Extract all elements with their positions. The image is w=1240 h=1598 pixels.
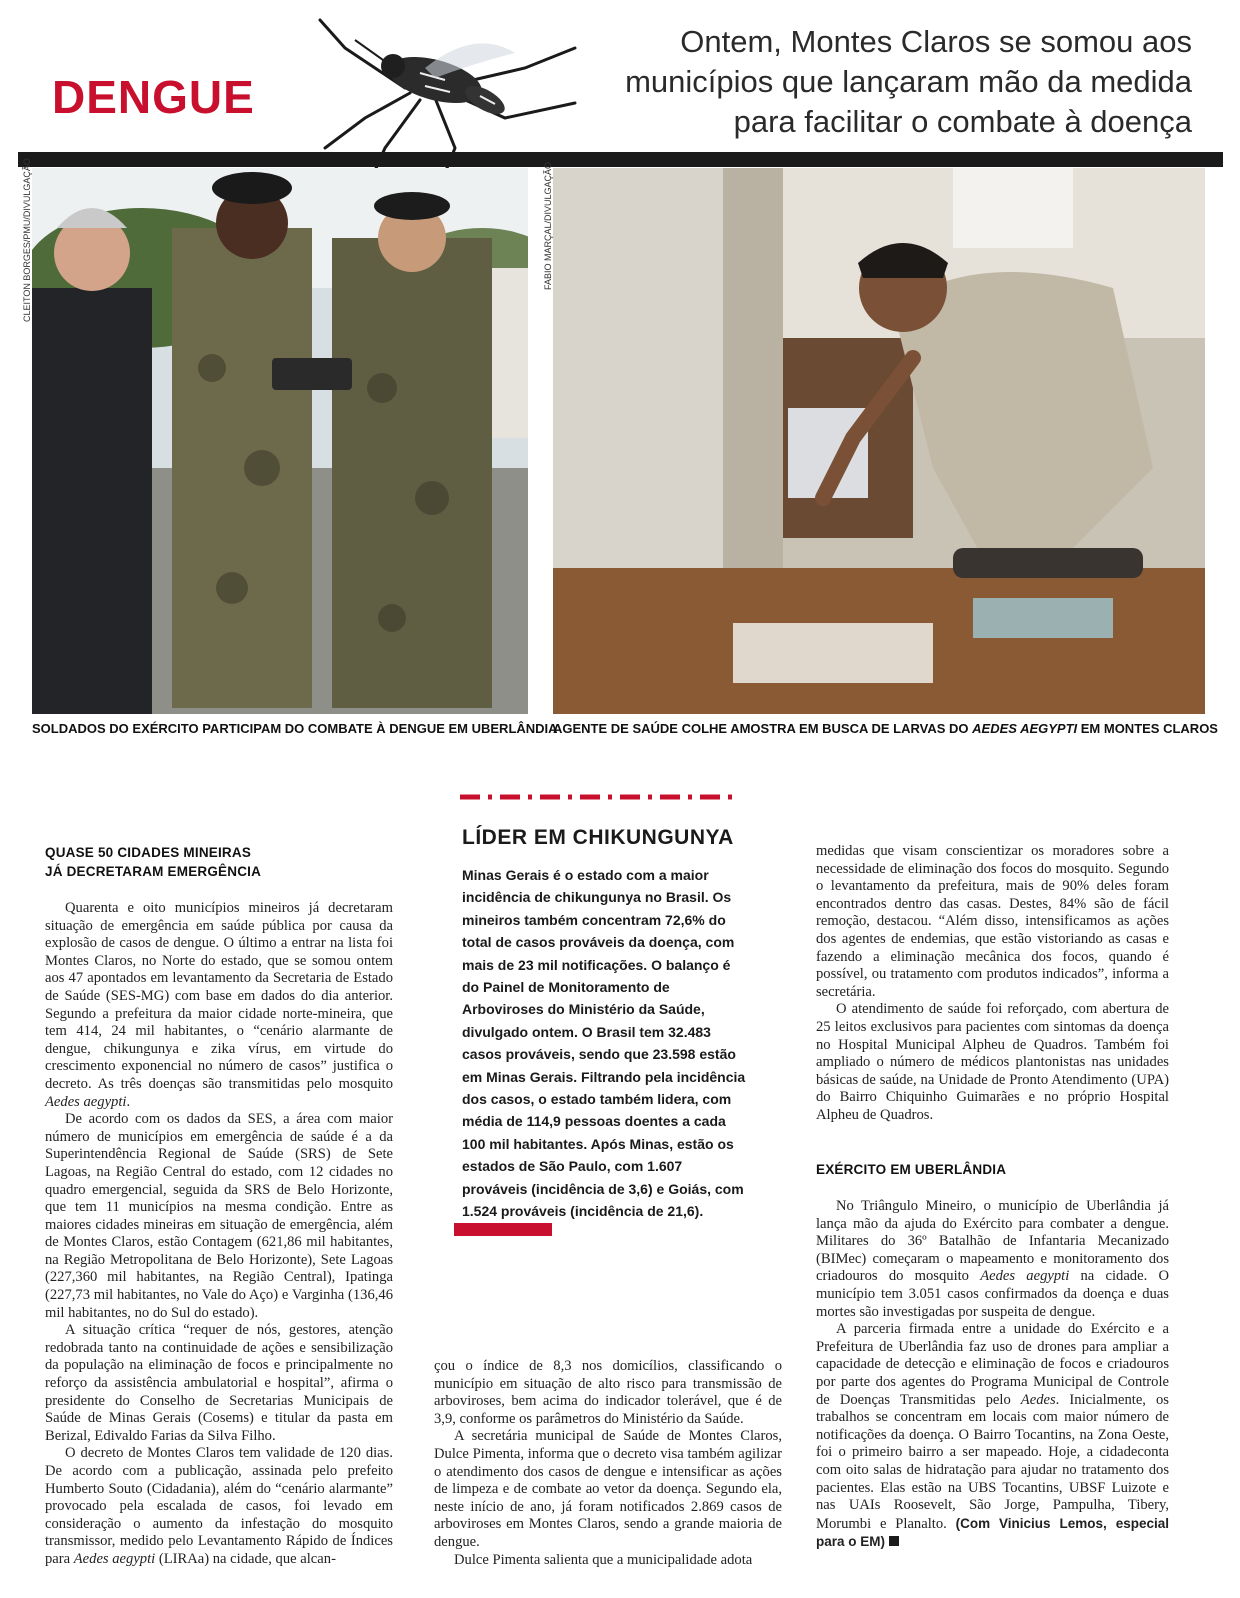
paragraph [816,1321,1169,1552]
reporter-credit: (Com Vinicius Lemos, especial para o EM) [816,1515,1169,1550]
photo-caption-right [553,721,1218,736]
paragraph-end: . [126,1093,131,1110]
genus-name: Aedes [1020,1391,1056,1408]
species-name: Aedes aegypti [73,1550,156,1567]
paragraph-text: O decreto de Montes Claros tem validade de 120 dias. De acordo com a publicação, assinada pelo prefeito Humberto Souto (Cidadania), além do “cenário alarmante” provocado pela escalada de casos, foi levado em consideração o aumento da infestação do mosquito transmissor, medido pelo Levantamento Rápido de Índices para [45,1445,393,1567]
box-red-bar [454,1223,552,1236]
paragraph: De acordo com os dados da SES, a área com maior número de municípios em emergência de saúde é a da Superintendência Regional de Saúde (SRS) de Sete Lagoas, na Região Central do estado, com 12 cidades no quadro emergencial, seguida da SRS de Belo Horizonte, que tem 11 municípios na mesma condição. Entre as maiores cidades mineiras em situação de emergência, além de Montes Claros, estão Contagem (621,86 mil habitantes, na Região Metropolitana de Belo Horizonte), Sete Lagoas (227,360 mil habitantes, na Região Central), Ipatinga (227,73 mil habitantes, no Vale do Aço) e Varginha (136,46 mil habitantes, no do Sul do estado). [45,1111,393,1321]
header-rule [18,152,1223,167]
paragraph-end: na cidade. O município tem 3.051 casos confirmados da doença e duas mortes são investigadas por suspeita de dengue. [816,1268,1169,1320]
caption-right-species: AEDES AEGYPTI [972,721,1078,736]
subhead-exercito: EXÉRCITO EM UBERLÂNDIA [816,1162,1007,1177]
paragraph: Dulce Pimenta salienta que a municipalidade adota [454,1551,753,1568]
paragraph-text: No Triângulo Mineiro, o município de Uberlândia já lança mão da ajuda do Exército para combater a dengue. Militares do 36º Batalhão de Infantaria Mecanizado (BIMec) começaram o mapeamento e monitoramento dos criadouros do mosquito [816,1198,1169,1285]
paragraph [45,900,393,1111]
photo-soldiers [32,168,528,714]
paragraph: çou o índice de 8,3 nos domicílios, classificando o município em situação de alto risco para transmissão de arboviroses, bem acima do indicador tolerável, que é de 3,9, conforme os parâmetros do Ministério da Saúde. [434,1358,782,1427]
paragraph-text: . Inicialmente, os trabalhos se concentram em locais com maior número de notificações da doença. O Bairro Tocantins, na Zona Oeste, foi o primeiro bairro a ser mapeado. Hoje, a cidadeconta com oito salas de hidratação para ajudar no tratamento dos pacientes. Elas estão na UBS Tocantins, UBSF Luizote e nas UAIs Roosevelt, São Jorge, Pampulha, Tibery, Morumbi e Planalto. [816,1391,1169,1532]
photo-credit-right: FABIO MARÇAL/DIVULGAÇÃO [543,161,553,290]
subhead-line-1: QUASE 50 CIDADES MINEIRAS [45,845,252,860]
paragraph-text: A parceria firmada entre a unidade do Exército e a Prefeitura de Uberlândia faz uso de drones para ampliar a capacidade de detecção e eliminação de focos e criadouros por parte dos agentes do Programa Municipal de Controle de Doenças Transmitidas pelo [816,1321,1169,1408]
photo-health-agent [553,168,1205,714]
paragraph: A situação crítica “requer de nós, gestores, atenção redobrada tanto na continuidade de ações e sensibilização da população na eliminação de focos e principalmente no reforço da assistência ambulatorial e hospital”, afirma o presidente do Conselho de Secretarias Municipais de Saúde de Minas Gerais (Cosems) e titular da pasta em Berizal, Edivaldo Farias da Silva Filho. [45,1322,393,1444]
species-name: Aedes aegypti [980,1268,1070,1285]
paragraph-text: Quarenta e oito municípios mineiros já decretaram situação de emergência em saúde pública por causa da explosão de casos de dengue. O último a entrar na lista foi Montes Claros, no Norte do estado, que se somou ontem aos 47 apontados em levantamento da Secretaria de Estado de Saúde (SES-MG) com base em dados do dia anterior. Segundo a prefeitura da maior cidade norte-mineira, que tem 414, 24 mil habitantes, o “cenário alarmante de dengue, chikungunya e zika vírus, em virtude do crescimento exponencial no número de casos” justifica o decreto. As três doenças são transmitidas pelo mosquito [45,900,393,1092]
article-column-3 [816,843,1169,1125]
paragraph [45,1445,393,1568]
box-text: Minas Gerais é o estado com a maior incidência de chikungunya no Brasil. Os mineiros também concentram 72,6% do total de casos prováveis da doença, com mais de 23 mil notificações. O balanço é do Painel de Monitoramento de Arboviroses do Ministério da Saúde, divulgado ontem. O Brasil tem 32.483 casos prováveis, sendo que 23.598 estão em Minas Gerais. Filtrando pela incidência dos casos, o estado também lidera, com média de 114,9 pessoas doentes a cada 100 mil habitantes. Após Minas, estão os estados de São Paulo, com 1.607 prováveis (incidência de 3,6) e Goiás, com 1.524 prováveis (incidência de 21,6). [462,867,746,1220]
paragraph: medidas que visam conscientizar os moradores sobre a necessidade de eliminação dos focos do mosquito. Segundo o levantamento da prefeitura, mais de 90% deles foram encontrados dentro das casas. Destes, 84% são de fácil remoção, destacou. “Além disso, intensificamos as ações dos agentes de endemias, que estão vistoriando as casas e fazendo a eliminação mecânica dos focos, quando é possível, ou tratamento com produtos indicados”, informa a secretária. [816,843,1169,1000]
paragraph-end: (LIRAa) na cidade, que alcan- [155,1550,336,1567]
caption-right-text: AGENTE DE SAÚDE COLHE AMOSTRA EM BUSCA DE LARVAS DO [553,721,973,736]
article-column-1 [45,900,393,1569]
box-dashed-rule [460,793,740,801]
article-column-3-continued [816,1198,1169,1552]
box-title: LÍDER EM CHIKUNGUNYA [462,826,734,849]
subhead-line-2: JÁ DECRETARAM EMERGÊNCIA [45,864,262,879]
paragraph: A secretária municipal de Saúde de Montes Claros, Dulce Pimenta, informa que o decreto visa também agilizar o atendimento dos casos de dengue e intensificar as ações de limpeza e de combate ao vetor da doença. Segundo ela, neste início de ano, já foram notificados 2.869 casos de arboviroses em Montes Claros, sendo a grande maioria de dengue. [434,1428,782,1550]
photo-caption-left: SOLDADOS DO EXÉRCITO PARTICIPAM DO COMBATE À DENGUE EM UBERLÂNDIA [32,721,558,736]
paragraph [816,1198,1169,1321]
end-mark [889,1536,899,1546]
photo-credit-left: CLEITON BORGES/PMU/DIVULGAÇÃO [22,158,32,322]
headline: Ontem, Montes Claros se somou aos municípios que lançaram mão da medida para facilitar o combate à doença [625,24,1192,139]
section-label: DENGUE [52,71,255,123]
article-column-2 [434,1358,782,1569]
paragraph: O atendimento de saúde foi reforçado, com abertura de 25 leitos exclusivos para pacientes com sintomas da doença no Hospital Municipal Alpheu de Quadros. Também foi ampliado o número de médicos plantonistas nas unidades básicas de saúde, na Unidade de Pronto Atendimento (UPA) do Bairro Chiquinho Guimarães e no próprio Hospital Alpheu de Quadros. [816,1001,1169,1123]
species-name: Aedes aegypti [45,1093,127,1110]
subhead-emergencia [45,843,385,881]
caption-right-place: EM MONTES CLAROS [1077,721,1218,736]
